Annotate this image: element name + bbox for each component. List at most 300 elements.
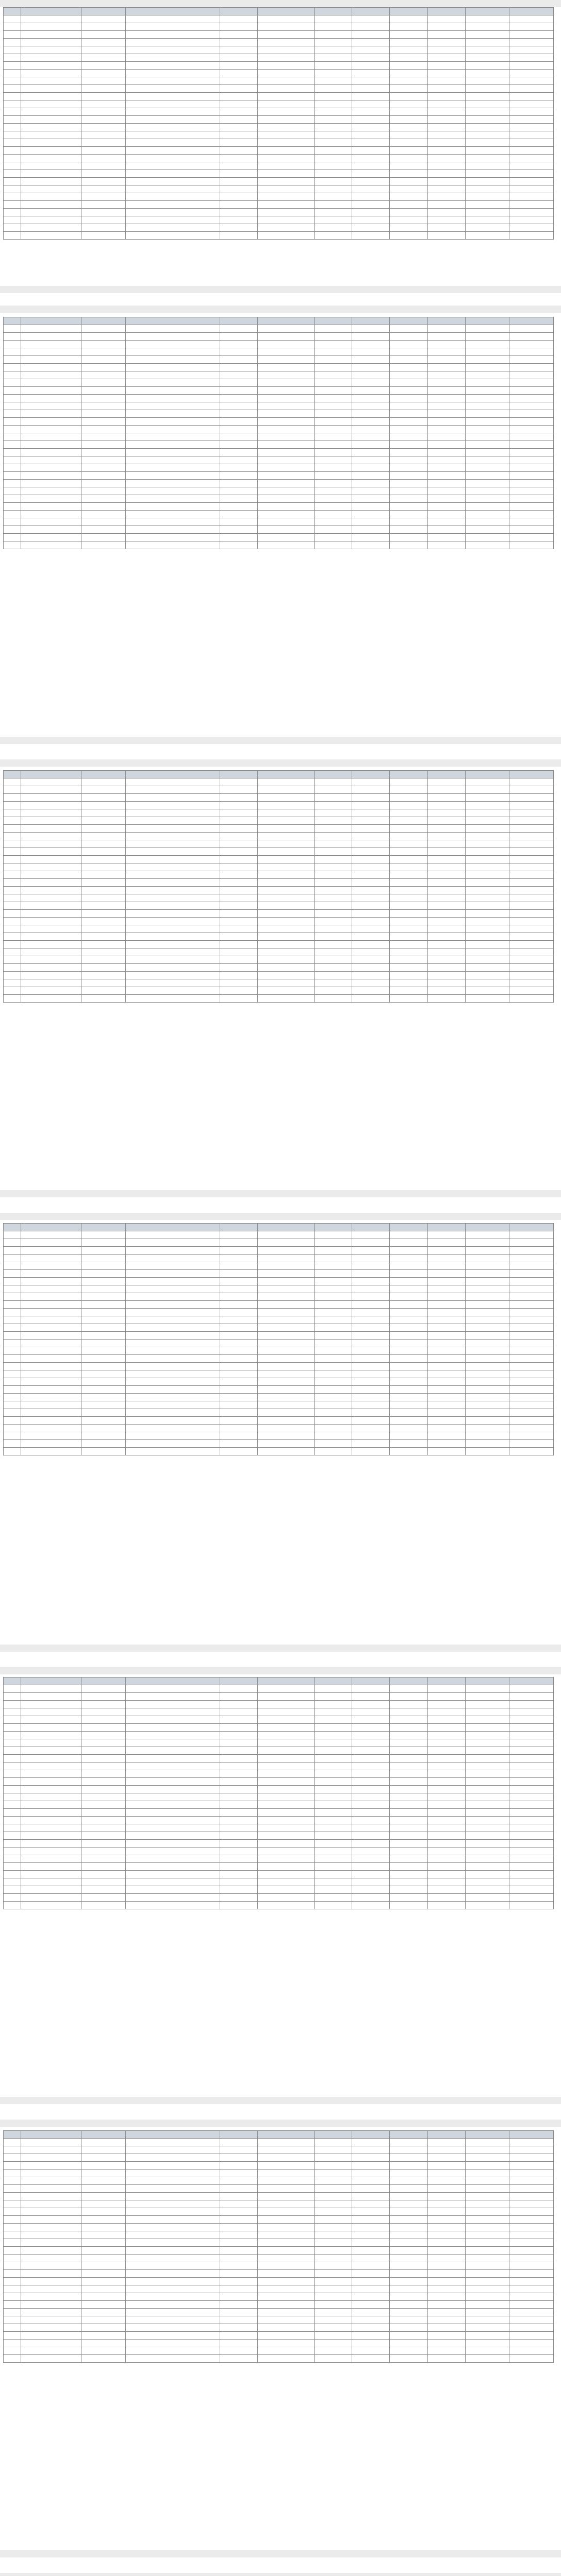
table-cell <box>427 2185 465 2193</box>
table-cell <box>258 1701 315 1708</box>
table-cell <box>315 1270 352 1278</box>
table-cell <box>465 1316 509 1324</box>
table-cell <box>81 387 125 395</box>
table-cell <box>21 956 81 964</box>
table-cell <box>352 1801 390 1809</box>
table-cell <box>125 1432 220 1440</box>
table-cell <box>427 918 465 925</box>
table-cell <box>390 518 427 526</box>
table-cell <box>220 1770 257 1778</box>
table-cell <box>315 93 352 100</box>
table-cell <box>125 364 220 371</box>
table-cell <box>509 410 554 418</box>
table-row <box>4 2270 554 2278</box>
table-cell <box>21 2231 81 2239</box>
table-cell <box>465 856 509 863</box>
table-cell <box>390 62 427 70</box>
table-cell <box>220 356 257 364</box>
table-cell <box>220 2301 257 2309</box>
table-row <box>4 1432 554 1440</box>
table-row <box>4 185 554 193</box>
table-cell <box>81 162 125 170</box>
table-cell <box>390 1786 427 1793</box>
table-row <box>4 948 554 956</box>
table-cell <box>125 93 220 100</box>
table-cell <box>4 39 21 46</box>
table-cell <box>220 2185 257 2193</box>
table-row <box>4 1239 554 1247</box>
table-row <box>4 2324 554 2332</box>
column-header <box>390 1224 427 1231</box>
table-cell <box>509 809 554 817</box>
table-cell <box>4 1401 21 1409</box>
table-cell <box>427 1278 465 1285</box>
table-cell <box>427 1685 465 1693</box>
table-cell <box>427 1693 465 1701</box>
table-cell <box>465 341 509 348</box>
table-cell <box>390 1878 427 1886</box>
table-row <box>4 1347 554 1355</box>
table-cell <box>81 2270 125 2278</box>
table-cell <box>81 232 125 240</box>
table-cell <box>220 1871 257 1878</box>
table-cell <box>21 341 81 348</box>
table-cell <box>125 1701 220 1708</box>
table-cell <box>390 1417 427 1425</box>
table-cell <box>465 162 509 170</box>
table-cell <box>81 1817 125 1824</box>
table-cell <box>21 1370 81 1378</box>
table-cell <box>315 786 352 794</box>
column-header <box>352 2131 390 2139</box>
table-cell <box>81 1732 125 1739</box>
table-cell <box>427 356 465 364</box>
table-cell <box>427 511 465 518</box>
table-cell <box>81 2162 125 2170</box>
table-cell <box>390 1747 427 1755</box>
table-cell <box>258 1386 315 1394</box>
table-cell <box>4 418 21 426</box>
table-cell <box>427 2139 465 2146</box>
table-cell <box>465 825 509 833</box>
table-cell <box>427 786 465 794</box>
table-row <box>4 1255 554 1262</box>
table-cell <box>390 1840 427 1848</box>
table-cell <box>220 155 257 162</box>
table-cell <box>390 2316 427 2324</box>
table-cell <box>427 418 465 426</box>
table-cell <box>21 2239 81 2247</box>
table-cell <box>4 2139 21 2146</box>
table-cell <box>390 1425 427 1432</box>
table-cell <box>4 1394 21 1401</box>
table-cell <box>509 1824 554 1832</box>
table-cell <box>21 418 81 426</box>
table-cell <box>352 894 390 902</box>
table-cell <box>390 54 427 62</box>
table-cell <box>220 833 257 840</box>
table-cell <box>125 1762 220 1770</box>
table-cell <box>352 2247 390 2255</box>
table-cell <box>258 418 315 426</box>
table-cell <box>4 364 21 371</box>
table-cell <box>81 848 125 856</box>
table-cell <box>427 371 465 379</box>
table-cell <box>315 1817 352 1824</box>
table-cell <box>509 39 554 46</box>
table-cell <box>509 778 554 786</box>
table-cell <box>81 1747 125 1755</box>
table-cell <box>465 1786 509 1793</box>
table-cell <box>390 2170 427 2177</box>
table-cell <box>315 1417 352 1425</box>
table-cell <box>258 39 315 46</box>
table-cell <box>21 1239 81 1247</box>
table-cell <box>81 1293 125 1301</box>
table-cell <box>4 1239 21 1247</box>
table-cell <box>125 1425 220 1432</box>
table-row <box>4 1809 554 1817</box>
column-header <box>4 1677 21 1685</box>
table-cell <box>427 364 465 371</box>
table-cell <box>125 1270 220 1278</box>
table-cell <box>509 1293 554 1301</box>
table-cell <box>4 1270 21 1278</box>
table-cell <box>258 2255 315 2262</box>
table-cell <box>465 402 509 410</box>
table-cell <box>4 956 21 964</box>
table-cell <box>4 1701 21 1708</box>
table-cell <box>125 1363 220 1370</box>
table-cell <box>258 956 315 964</box>
table-cell <box>21 2347 81 2355</box>
table-cell <box>509 1817 554 1824</box>
table-cell <box>352 1886 390 1894</box>
table-cell <box>4 948 21 956</box>
table-cell <box>125 2231 220 2239</box>
column-header <box>258 1677 315 1685</box>
table-cell <box>81 1370 125 1378</box>
table-cell <box>125 1378 220 1386</box>
table-cell <box>4 1262 21 1270</box>
table-cell <box>21 1801 81 1809</box>
table-cell <box>258 1685 315 1693</box>
table-cell <box>509 1832 554 1840</box>
table-cell <box>125 77 220 85</box>
table-cell <box>258 341 315 348</box>
table-cell <box>21 2154 81 2162</box>
table-cell <box>125 1316 220 1324</box>
table-cell <box>509 1316 554 1324</box>
table-cell <box>427 948 465 956</box>
table-cell <box>315 77 352 85</box>
table-cell <box>427 464 465 472</box>
table-cell <box>352 124 390 131</box>
table-cell <box>4 1755 21 1762</box>
table-cell <box>4 941 21 948</box>
table-cell <box>81 1793 125 1801</box>
table-cell <box>315 193 352 201</box>
table-cell <box>352 100 390 108</box>
table-cell <box>21 449 81 456</box>
table-cell <box>390 162 427 170</box>
table-row <box>4 1840 554 1848</box>
table-row <box>4 371 554 379</box>
table-cell <box>509 1747 554 1755</box>
table-cell <box>465 1708 509 1716</box>
table-cell <box>315 70 352 77</box>
table-cell <box>390 856 427 863</box>
table-cell <box>352 902 390 910</box>
table-cell <box>509 348 554 356</box>
table-cell <box>21 1347 81 1355</box>
table-cell <box>352 371 390 379</box>
table-row <box>4 2332 554 2340</box>
table-cell <box>258 1301 315 1309</box>
table-cell <box>125 170 220 178</box>
table-cell <box>352 863 390 871</box>
table-cell <box>427 1347 465 1355</box>
table-cell <box>125 817 220 825</box>
table-cell <box>427 108 465 116</box>
table-cell <box>390 1902 427 1909</box>
table-cell <box>125 1716 220 1724</box>
table-cell <box>4 979 21 987</box>
table-cell <box>315 2146 352 2154</box>
table-cell <box>465 1301 509 1309</box>
table-cell <box>315 15 352 23</box>
table-cell <box>220 1378 257 1386</box>
table-cell <box>465 910 509 918</box>
table-cell <box>390 871 427 879</box>
table-cell <box>352 1239 390 1247</box>
table-cell <box>509 356 554 364</box>
table-cell <box>509 1732 554 1739</box>
table-cell <box>125 2224 220 2231</box>
table-cell <box>315 1394 352 1401</box>
table-cell <box>125 941 220 948</box>
table-cell <box>509 2154 554 2162</box>
table-row <box>4 1440 554 1448</box>
table-cell <box>315 1886 352 1894</box>
table-cell <box>81 526 125 534</box>
table-cell <box>81 503 125 511</box>
table-cell <box>81 956 125 964</box>
table-cell <box>352 1316 390 1324</box>
table-cell <box>465 1278 509 1285</box>
table-cell <box>4 2170 21 2177</box>
table-cell <box>427 2224 465 2231</box>
table-cell <box>258 1801 315 1809</box>
table-cell <box>258 1747 315 1755</box>
table-cell <box>258 2324 315 2332</box>
table-cell <box>465 1409 509 1417</box>
table-cell <box>81 1316 125 1324</box>
table-cell <box>220 449 257 456</box>
table-cell <box>352 511 390 518</box>
table-cell <box>258 441 315 449</box>
table-cell <box>125 948 220 956</box>
table-cell <box>258 1432 315 1440</box>
table-cell <box>315 2340 352 2347</box>
table-cell <box>315 1448 352 1455</box>
table-cell <box>21 518 81 526</box>
column-header <box>352 1224 390 1231</box>
table-cell <box>509 1247 554 1255</box>
table-cell <box>390 987 427 995</box>
table-cell <box>352 364 390 371</box>
table-cell <box>427 93 465 100</box>
column-header <box>509 1224 554 1231</box>
table-cell <box>390 817 427 825</box>
table-cell <box>352 2170 390 2177</box>
table-cell <box>4 201 21 209</box>
table-cell <box>220 1239 257 1247</box>
table-row <box>4 1762 554 1770</box>
table-cell <box>352 2185 390 2193</box>
table-cell <box>258 2285 315 2293</box>
table-cell <box>21 1332 81 1340</box>
table-cell <box>427 216 465 224</box>
table-cell <box>509 2347 554 2355</box>
table-cell <box>352 1871 390 1878</box>
table-cell <box>125 879 220 887</box>
table-cell <box>352 2340 390 2347</box>
table-cell <box>427 224 465 232</box>
table-cell <box>509 116 554 124</box>
table-cell <box>4 1309 21 1316</box>
table-cell <box>390 1755 427 1762</box>
table-cell <box>315 232 352 240</box>
table-cell <box>4 902 21 910</box>
table-cell <box>390 232 427 240</box>
table-cell <box>315 1262 352 1270</box>
table-cell <box>390 2270 427 2278</box>
table-cell <box>390 185 427 193</box>
table-cell <box>509 46 554 54</box>
table-cell <box>21 1724 81 1732</box>
table-cell <box>352 910 390 918</box>
table-cell <box>81 1716 125 1724</box>
table-cell <box>4 894 21 902</box>
table-row <box>4 1285 554 1293</box>
table-cell <box>4 1832 21 1840</box>
table-cell <box>81 426 125 433</box>
column-header <box>509 2131 554 2139</box>
table-cell <box>509 402 554 410</box>
table-cell <box>427 863 465 871</box>
table-cell <box>352 1231 390 1239</box>
table-cell <box>427 162 465 170</box>
table-cell <box>81 1832 125 1840</box>
table-cell <box>220 201 257 209</box>
table-cell <box>315 487 352 495</box>
table-cell <box>427 2200 465 2208</box>
table-cell <box>315 1386 352 1394</box>
table-row <box>4 201 554 209</box>
table-cell <box>220 941 257 948</box>
table-cell <box>220 856 257 863</box>
column-header <box>427 1224 465 1231</box>
table-cell <box>509 178 554 185</box>
table-cell <box>465 2231 509 2239</box>
table-cell <box>465 1378 509 1386</box>
table-cell <box>352 441 390 449</box>
table-row <box>4 1786 554 1793</box>
table-cell <box>315 433 352 441</box>
table-cell <box>4 2340 21 2347</box>
table-cell <box>81 1363 125 1370</box>
table-cell <box>315 472 352 480</box>
table-cell <box>390 840 427 848</box>
table-cell <box>509 1278 554 1285</box>
table-cell <box>390 541 427 549</box>
table-cell <box>509 1840 554 1848</box>
table-cell <box>509 1425 554 1432</box>
table-cell <box>220 1332 257 1340</box>
table-cell <box>465 802 509 809</box>
table-cell <box>125 987 220 995</box>
table-cell <box>220 209 257 216</box>
table-cell <box>465 2216 509 2224</box>
table-cell <box>427 1440 465 1448</box>
table-cell <box>465 2170 509 2177</box>
table-cell <box>509 487 554 495</box>
table-cell <box>81 1855 125 1863</box>
table-cell <box>258 31 315 39</box>
table-cell <box>125 541 220 549</box>
column-header <box>315 1224 352 1231</box>
table-cell <box>21 933 81 941</box>
table-cell <box>390 116 427 124</box>
table-cell <box>125 1739 220 1747</box>
table-cell <box>220 1724 257 1732</box>
table-cell <box>220 802 257 809</box>
table-cell <box>220 1255 257 1262</box>
table-cell <box>427 526 465 534</box>
table-cell <box>427 1270 465 1278</box>
table-cell <box>315 1409 352 1417</box>
table-cell <box>220 70 257 77</box>
table-cell <box>258 933 315 941</box>
table-cell <box>81 534 125 541</box>
table-cell <box>390 480 427 487</box>
table-cell <box>427 85 465 93</box>
table-cell <box>220 31 257 39</box>
table-cell <box>21 62 81 70</box>
table-row <box>4 1301 554 1309</box>
table-cell <box>390 2255 427 2262</box>
table-cell <box>465 1778 509 1786</box>
table-cell <box>427 1855 465 1863</box>
table-cell <box>427 879 465 887</box>
column-header <box>465 317 509 325</box>
table-cell <box>258 426 315 433</box>
table-cell <box>220 526 257 534</box>
table-row <box>4 979 554 987</box>
table-cell <box>81 863 125 871</box>
table-cell <box>21 1417 81 1425</box>
table-cell <box>81 1871 125 1878</box>
table-cell <box>509 1324 554 1332</box>
table-cell <box>465 46 509 54</box>
table-cell <box>315 1855 352 1863</box>
table-cell <box>390 1801 427 1809</box>
table-cell <box>258 46 315 54</box>
table-cell <box>258 2231 315 2239</box>
table-cell <box>125 216 220 224</box>
table-cell <box>220 825 257 833</box>
